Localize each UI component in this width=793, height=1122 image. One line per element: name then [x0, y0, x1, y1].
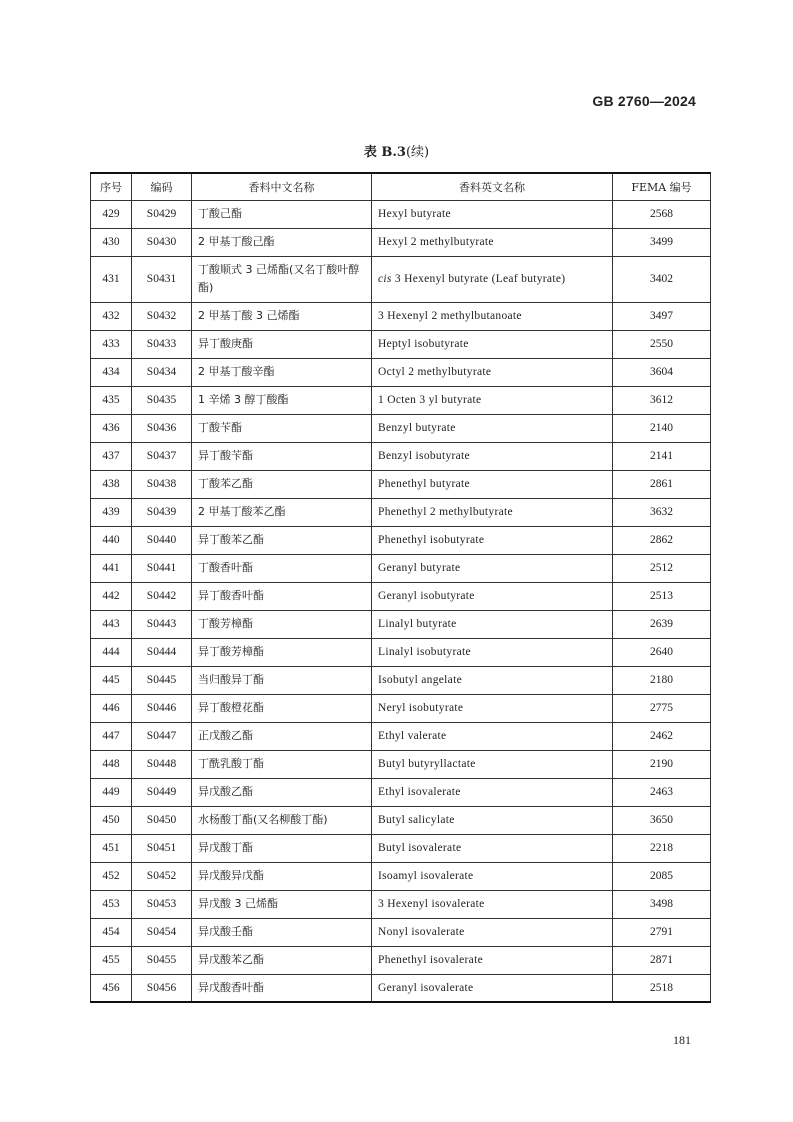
cell-fema: 3604: [613, 358, 711, 386]
flavor-table: [90, 172, 711, 1003]
cell-serial: 432: [91, 302, 132, 330]
cell-chinese-name: 异戊酸乙酯: [192, 778, 372, 806]
cell-chinese-name: 2 甲基丁酸己酯: [192, 228, 372, 256]
cell-english-name: [372, 498, 613, 526]
english-name-text: Phenethyl isovalerate: [378, 954, 483, 966]
cell-code: S0447: [132, 722, 192, 750]
cell-code: S0430: [132, 228, 192, 256]
cell-english-name: [372, 638, 613, 666]
cell-code: S0433: [132, 330, 192, 358]
cell-chinese-name: 丁酸苄酯: [192, 414, 372, 442]
english-name-text: Butyl isovalerate: [378, 842, 462, 854]
cell-code: S0437: [132, 442, 192, 470]
english-name-text: Ethyl valerate: [378, 730, 447, 742]
cell-chinese-name: 2 甲基丁酸苯乙酯: [192, 498, 372, 526]
cell-english-name: [372, 610, 613, 638]
english-name-text: 3 Hexenyl butyrate (Leaf butyrate): [391, 273, 566, 285]
cell-english-name: [372, 386, 613, 414]
cell-english-name: [372, 778, 613, 806]
table-row: [91, 946, 711, 974]
cell-code: S0452: [132, 862, 192, 890]
cell-serial: 438: [91, 470, 132, 498]
cell-chinese-name: 异戊酸异戊酯: [192, 862, 372, 890]
cell-serial: 448: [91, 750, 132, 778]
cell-chinese-name: 异戊酸壬酯: [192, 918, 372, 946]
table-header-row: [91, 173, 711, 200]
cell-fema: 2568: [613, 200, 711, 228]
table-row: [91, 750, 711, 778]
cell-english-name: [372, 554, 613, 582]
cell-serial: 436: [91, 414, 132, 442]
english-name-text: Heptyl isobutyrate: [378, 338, 469, 350]
table-row: [91, 414, 711, 442]
cell-fema: 2463: [613, 778, 711, 806]
cell-fema: 2512: [613, 554, 711, 582]
cell-chinese-name: 异丁酸橙花酯: [192, 694, 372, 722]
cell-chinese-name: 异戊酸香叶酯: [192, 974, 372, 1002]
cell-fema: 2218: [613, 834, 711, 862]
cell-chinese-name: 丁酸苯乙酯: [192, 470, 372, 498]
cell-fema: 2180: [613, 666, 711, 694]
cell-serial: 444: [91, 638, 132, 666]
cell-english-name: [372, 442, 613, 470]
english-name-text: Nonyl isovalerate: [378, 926, 465, 938]
cell-serial: 446: [91, 694, 132, 722]
cell-code: S0455: [132, 946, 192, 974]
cell-chinese-name: 异丁酸苯乙酯: [192, 526, 372, 554]
english-name-text: Phenethyl butyrate: [378, 478, 470, 490]
english-name-text: Geranyl isovalerate: [378, 981, 474, 994]
cell-fema: 2513: [613, 582, 711, 610]
col-header-english-name: 香料英文名称: [372, 173, 613, 200]
cell-code: S0454: [132, 918, 192, 946]
cell-fema: 2550: [613, 330, 711, 358]
standard-code: GB 2760—2024: [592, 93, 696, 109]
table-row: [91, 526, 711, 554]
table-row: [91, 442, 711, 470]
cell-code: S0450: [132, 806, 192, 834]
english-name-text: Hexyl butyrate: [378, 208, 451, 220]
cell-english-name: [372, 694, 613, 722]
cell-english-name: [372, 200, 613, 228]
cell-fema: 2639: [613, 610, 711, 638]
cell-chinese-name: 2 甲基丁酸 3 己烯酯: [192, 302, 372, 330]
english-name-text: Ethyl isovalerate: [378, 786, 461, 798]
english-name-text: Hexyl 2 methylbutyrate: [378, 236, 494, 248]
cell-code: S0453: [132, 890, 192, 918]
english-name-text: 3 Hexenyl isovalerate: [378, 898, 485, 910]
cell-chinese-name: 丁酸芳樟酯: [192, 610, 372, 638]
cell-chinese-name: 丁酰乳酸丁酯: [192, 750, 372, 778]
cell-code: S0441: [132, 554, 192, 582]
cell-fema: 2775: [613, 694, 711, 722]
cell-fema: 3499: [613, 228, 711, 256]
cell-serial: 449: [91, 778, 132, 806]
cell-fema: 2518: [613, 974, 711, 1002]
cell-code: S0451: [132, 834, 192, 862]
cell-serial: 440: [91, 526, 132, 554]
table-row: [91, 582, 711, 610]
cell-fema: 2462: [613, 722, 711, 750]
cell-serial: 430: [91, 228, 132, 256]
cell-english-name: [372, 806, 613, 834]
cell-fema: 2862: [613, 526, 711, 554]
cell-code: S0449: [132, 778, 192, 806]
table-row: [91, 358, 711, 386]
cell-chinese-name: 丁酸顺式 3 己烯酯(又名丁酸叶醇酯): [192, 256, 372, 302]
cell-english-name: [372, 918, 613, 946]
cell-chinese-name: 当归酸异丁酯: [192, 666, 372, 694]
cell-fema: 2190: [613, 750, 711, 778]
cell-english-name: [372, 302, 613, 330]
cell-english-name: [372, 862, 613, 890]
table-row: [91, 890, 711, 918]
cell-chinese-name: 丁酸香叶酯: [192, 554, 372, 582]
cell-english-name: [372, 974, 613, 1002]
cell-serial: 434: [91, 358, 132, 386]
cell-english-name: [372, 358, 613, 386]
table-row: [91, 498, 711, 526]
english-name-text: Phenethyl 2 methylbutyrate: [378, 506, 513, 518]
cell-serial: 443: [91, 610, 132, 638]
cell-english-name: [372, 890, 613, 918]
cell-serial: 439: [91, 498, 132, 526]
cell-code: S0439: [132, 498, 192, 526]
col-header-code: 编码: [132, 173, 192, 200]
cell-fema: 3650: [613, 806, 711, 834]
cell-chinese-name: 异戊酸 3 己烯酯: [192, 890, 372, 918]
cell-english-name: [372, 526, 613, 554]
cell-english-name: [372, 414, 613, 442]
cell-fema: 2085: [613, 862, 711, 890]
cell-english-name: [372, 834, 613, 862]
table-row: [91, 256, 711, 302]
english-name-text: Benzyl isobutyrate: [378, 450, 470, 462]
cell-chinese-name: 异丁酸芳樟酯: [192, 638, 372, 666]
cell-chinese-name: 异丁酸庚酯: [192, 330, 372, 358]
english-name-text: Neryl isobutyrate: [378, 702, 464, 714]
table-row: [91, 862, 711, 890]
table-title-prefix: 表 B.3: [363, 145, 406, 160]
cell-english-name: [372, 256, 613, 302]
english-name-text: Linalyl butyrate: [378, 618, 457, 630]
cell-english-name: [372, 330, 613, 358]
english-name-text: Isoamyl isovalerate: [378, 870, 474, 882]
table-title: [0, 141, 793, 160]
cell-code: S0436: [132, 414, 192, 442]
cell-english-name: [372, 582, 613, 610]
cell-english-name: [372, 470, 613, 498]
table-row: [91, 638, 711, 666]
col-header-fema: FEMA 编号: [613, 173, 711, 200]
cell-serial: 455: [91, 946, 132, 974]
cell-serial: 447: [91, 722, 132, 750]
cell-serial: 445: [91, 666, 132, 694]
cell-serial: 437: [91, 442, 132, 470]
cell-serial: 453: [91, 890, 132, 918]
cell-fema: 2861: [613, 470, 711, 498]
cell-english-name: [372, 666, 613, 694]
col-header-serial: 序号: [91, 173, 132, 200]
cell-chinese-name: 异丁酸苄酯: [192, 442, 372, 470]
english-name-text: Butyl salicylate: [378, 814, 455, 826]
cell-code: S0432: [132, 302, 192, 330]
cell-code: S0446: [132, 694, 192, 722]
cell-code: S0444: [132, 638, 192, 666]
cell-chinese-name: 异戊酸丁酯: [192, 834, 372, 862]
cell-fema: 3612: [613, 386, 711, 414]
table-title-suffix: (续): [405, 145, 430, 160]
cell-code: S0448: [132, 750, 192, 778]
cell-code: S0435: [132, 386, 192, 414]
cell-serial: 433: [91, 330, 132, 358]
cell-english-name: [372, 722, 613, 750]
cell-chinese-name: 水杨酸丁酯(又名柳酸丁酯): [192, 806, 372, 834]
english-name-text: Butyl butyryllactate: [378, 758, 476, 770]
table-row: [91, 778, 711, 806]
cell-chinese-name: 正戊酸乙酯: [192, 722, 372, 750]
cell-chinese-name: 1 辛烯 3 醇丁酸酯: [192, 386, 372, 414]
cell-serial: 429: [91, 200, 132, 228]
cell-code: S0429: [132, 200, 192, 228]
table-row: [91, 386, 711, 414]
cell-code: S0434: [132, 358, 192, 386]
cell-serial: 456: [91, 974, 132, 1002]
cell-serial: 450: [91, 806, 132, 834]
cell-serial: 441: [91, 554, 132, 582]
cell-code: S0431: [132, 256, 192, 302]
cell-chinese-name: 异戊酸苯乙酯: [192, 946, 372, 974]
cell-fema: 2871: [613, 946, 711, 974]
table-row: [91, 666, 711, 694]
cell-serial: 454: [91, 918, 132, 946]
table-row: [91, 918, 711, 946]
cell-chinese-name: 丁酸己酯: [192, 200, 372, 228]
table-row: [91, 200, 711, 228]
cell-serial: 431: [91, 256, 132, 302]
cell-code: S0440: [132, 526, 192, 554]
cell-code: S0445: [132, 666, 192, 694]
cell-chinese-name: 2 甲基丁酸辛酯: [192, 358, 372, 386]
table-row: [91, 302, 711, 330]
table-row: [91, 470, 711, 498]
table-row: [91, 722, 711, 750]
cell-code: S0442: [132, 582, 192, 610]
cell-code: S0456: [132, 974, 192, 1002]
cell-chinese-name: 异丁酸香叶酯: [192, 582, 372, 610]
table-row: [91, 806, 711, 834]
cell-fema: 3402: [613, 256, 711, 302]
cell-fema: 2141: [613, 442, 711, 470]
col-header-chinese-name: 香料中文名称: [192, 173, 372, 200]
english-name-text: Isobutyl angelate: [378, 674, 462, 686]
english-name-text: Geranyl butyrate: [378, 562, 461, 574]
cell-code: S0438: [132, 470, 192, 498]
table-row: [91, 228, 711, 256]
cell-serial: 452: [91, 862, 132, 890]
cell-english-name: [372, 228, 613, 256]
table-row: [91, 330, 711, 358]
table-row: [91, 834, 711, 862]
cell-fema: 3497: [613, 302, 711, 330]
cell-fema: 2140: [613, 414, 711, 442]
cell-fema: 3498: [613, 890, 711, 918]
cell-serial: 451: [91, 834, 132, 862]
table-row: [91, 694, 711, 722]
english-name-text: Linalyl isobutyrate: [378, 646, 471, 658]
english-name-prefix: cis: [378, 273, 392, 285]
cell-serial: 442: [91, 582, 132, 610]
english-name-text: Benzyl butyrate: [378, 422, 456, 434]
cell-fema: 3632: [613, 498, 711, 526]
english-name-text: 1 Octen 3 yl butyrate: [378, 394, 482, 406]
cell-fema: 2640: [613, 638, 711, 666]
table-row: [91, 610, 711, 638]
english-name-text: Geranyl isobutyrate: [378, 590, 475, 602]
cell-serial: 435: [91, 386, 132, 414]
cell-english-name: [372, 946, 613, 974]
table-row: [91, 974, 711, 1002]
english-name-text: 3 Hexenyl 2 methylbutanoate: [378, 310, 522, 322]
page-number: 181: [673, 1033, 691, 1047]
cell-english-name: [372, 750, 613, 778]
cell-code: S0443: [132, 610, 192, 638]
cell-fema: 2791: [613, 918, 711, 946]
english-name-text: Octyl 2 methylbutyrate: [378, 366, 492, 378]
table-row: [91, 554, 711, 582]
english-name-text: Phenethyl isobutyrate: [378, 534, 485, 546]
